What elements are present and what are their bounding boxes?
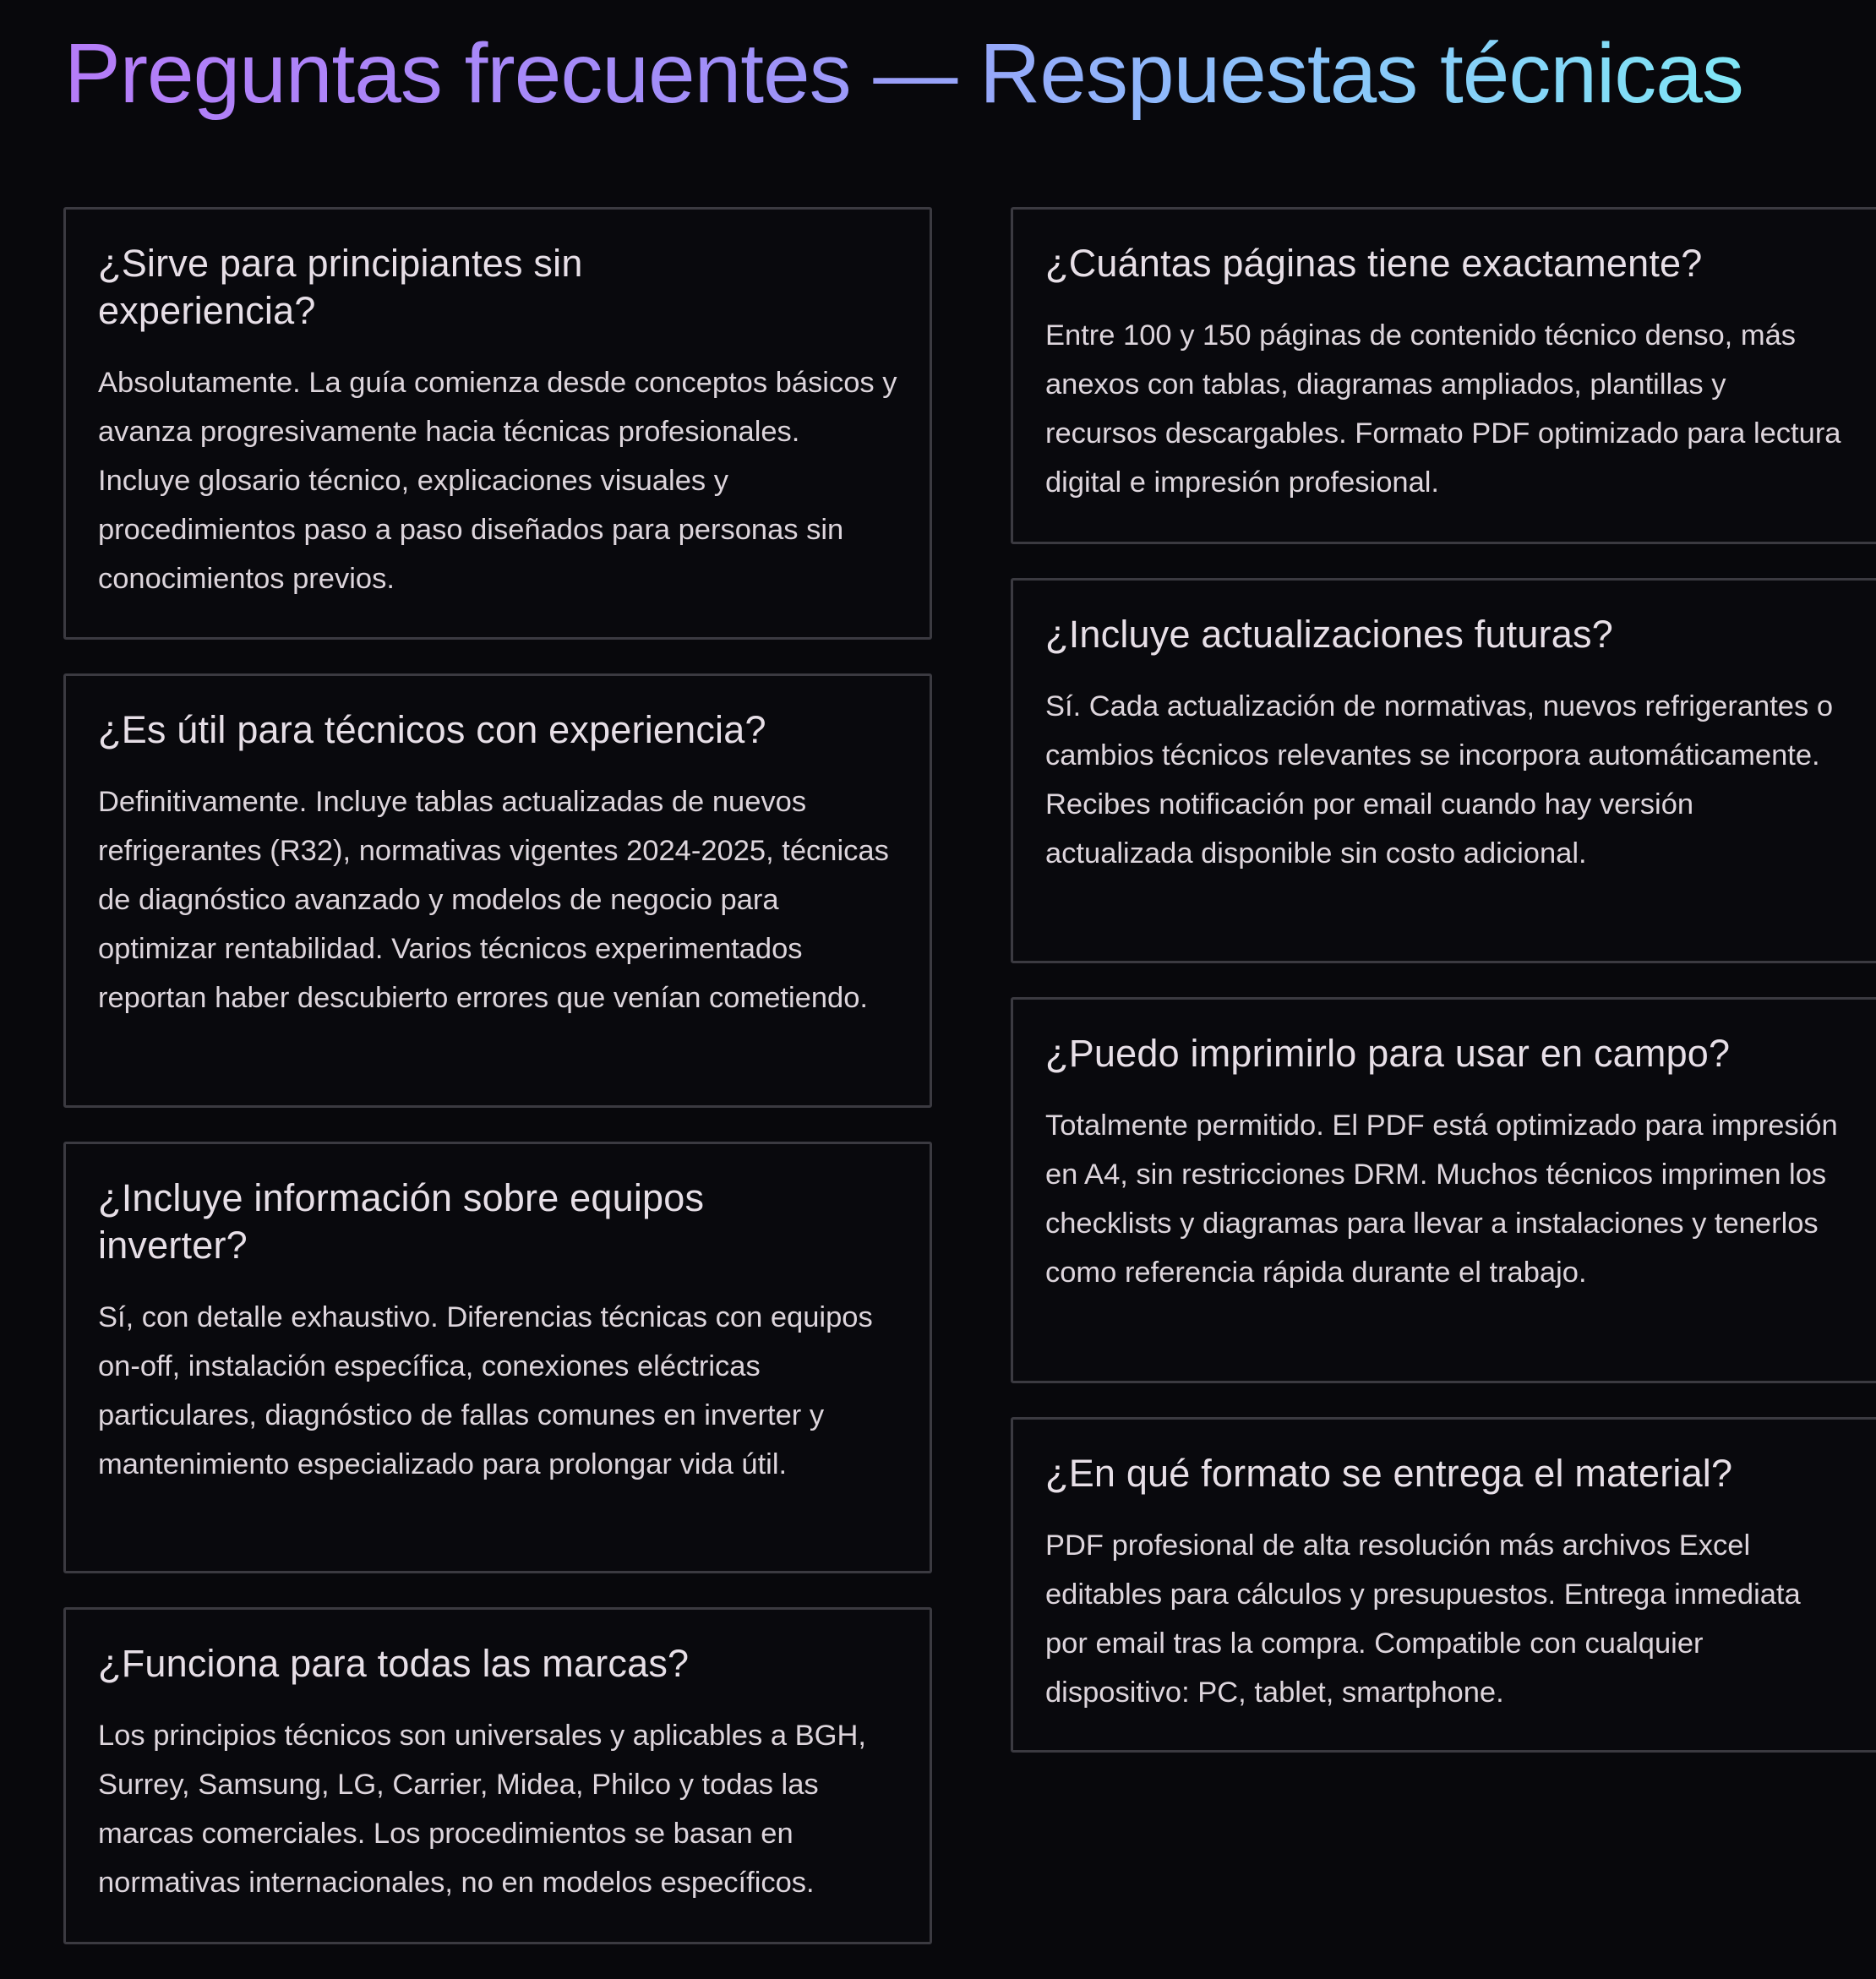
faq-right-column bbox=[1011, 207, 1876, 1753]
faq-card-printing bbox=[1011, 997, 1876, 1383]
faq-card-format bbox=[1011, 1417, 1876, 1753]
faq-answer: Los principios técnicos son universales y aplicables a BGH, Surrey, Samsung, LG, Carrier, Midea, Philco y todas las marcas comerciales. Los procedimientos se basan en normativas internacionales, no en modelos específicos. bbox=[98, 1720, 866, 1899]
faq-answer: Sí. Cada actualización de normativas, nuevos refrigerantes o cambios técnicos relevantes se incorpora automáticamente. Recibes notificación por email cuando hay versión actualizada disponible sin costo adicional. bbox=[1045, 690, 1834, 870]
faq-question: ¿Cuántas páginas tiene exactamente? bbox=[1045, 242, 1703, 285]
faq-answer: PDF profesional de alta resolución más archivos Excel editables para cálculos y presupuestos. Entrega inmediata por email tras la compra. Compatible con cualquier dispositivo: PC, tablet, smartphone. bbox=[1045, 1529, 1801, 1709]
faq-question: ¿Funciona para todas las marcas? bbox=[98, 1642, 690, 1685]
faq-card-inverter bbox=[63, 1142, 932, 1573]
faq-card-beginners bbox=[63, 207, 932, 640]
faq-card-pages bbox=[1011, 207, 1876, 544]
faq-question: ¿Sirve para principiantes sin experiencia? bbox=[98, 242, 583, 332]
faq-answer: Sí, con detalle exhaustivo. Diferencias técnicas con equipos on-off, instalación específica, conexiones eléctricas particulares, diagnóstico de fallas comunes en inverter y mantenimiento especializado para prolongar vida útil. bbox=[98, 1301, 873, 1480]
faq-answer: Totalmente permitido. El PDF está optimizado para impresión en A4, sin restricciones DRM. Muchos técnicos imprimen los checklists y diagramas para llevar a instalaciones y tenerlos como referencia rápida durante el trabajo. bbox=[1045, 1109, 1838, 1289]
faq-card-updates bbox=[1011, 578, 1876, 963]
faq-question: ¿Incluye actualizaciones futuras? bbox=[1045, 613, 1613, 656]
faq-question: ¿Puedo imprimirlo para usar en campo? bbox=[1045, 1032, 1731, 1075]
page-title: Preguntas frecuentes — Respuestas técnicas bbox=[64, 26, 1743, 121]
faq-answer: Absolutamente. La guía comienza desde conceptos básicos y avanza progresivamente hacia técnicas profesionales. Incluye glosario técnico, explicaciones visuales y procedimientos paso a paso diseñados para personas sin conocimientos previos. bbox=[98, 367, 897, 595]
faq-answer: Entre 100 y 150 páginas de contenido técnico denso, más anexos con tablas, diagramas ampliados, plantillas y recursos descargables. Formato PDF optimizado para lectura digital e impresión profesional. bbox=[1045, 319, 1841, 499]
faq-card-brands bbox=[63, 1607, 932, 1944]
faq-question: ¿Incluye información sobre equipos inverter? bbox=[98, 1176, 705, 1267]
faq-card-experienced bbox=[63, 673, 932, 1108]
faq-answer: Definitivamente. Incluye tablas actualizadas de nuevos refrigerantes (R32), normativas vigentes 2024-2025, técnicas de diagnóstico avanzado y modelos de negocio para optimizar rentabilidad. Varios técnicos experimentados reportan haber descubierto errores que venían cometiendo. bbox=[98, 786, 889, 1014]
faq-question: ¿En qué formato se entrega el material? bbox=[1045, 1452, 1733, 1495]
faq-left-column bbox=[63, 207, 932, 1944]
faq-question: ¿Es útil para técnicos con experiencia? bbox=[98, 708, 766, 751]
